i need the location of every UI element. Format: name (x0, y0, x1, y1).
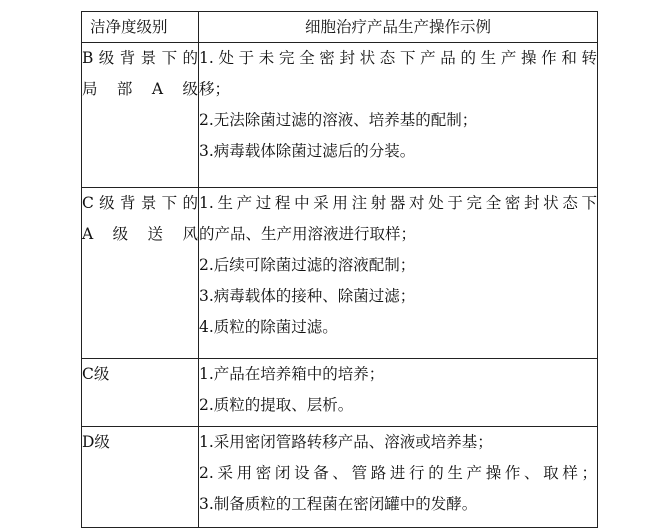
operation-line: 2.无法除菌过滤的溶液、培养基的配制； (199, 111, 478, 129)
operation-line: 3.病毒载体的接种、除菌过滤； (199, 287, 416, 305)
operation-line: 4.质粒的除菌过滤。 (199, 318, 338, 336)
grade-cell (82, 43, 199, 188)
operation-line: 1.采用密闭管路转移产品、溶液或培养基； (199, 433, 493, 451)
operations-cell (199, 427, 598, 528)
operation-line: 移； (199, 80, 231, 98)
operations-cell (199, 43, 598, 188)
grade-line: A级送风 (82, 225, 198, 243)
table-row (82, 427, 598, 528)
operation-line: 1.产品在培养箱中的培养； (199, 365, 385, 383)
grade-cell (82, 427, 199, 528)
grade-line: B级背景下的 (82, 49, 198, 67)
operation-line: 2.质粒的提取、层析。 (199, 396, 354, 414)
operation-line: 1.处于未完全密封状态下产品的生产操作和转 (199, 49, 597, 67)
grade-line: C级 (82, 365, 110, 383)
grade-line: D级 (82, 433, 110, 451)
cleanroom-operations-table (81, 11, 598, 528)
header-cleanliness-grade: 洁净度级别 (82, 12, 199, 43)
operation-line: 2.采用密闭设备、管路进行的生产操作、取样； (199, 464, 597, 482)
table-row (82, 43, 598, 188)
header-operation-examples: 细胞治疗产品生产操作示例 (199, 12, 598, 43)
operations-cell (199, 188, 598, 359)
operation-line: 3.病毒载体除菌过滤后的分装。 (199, 142, 416, 160)
grade-line: 局部A级 (82, 80, 198, 98)
operations-cell (199, 359, 598, 427)
grade-cell (82, 188, 199, 359)
operation-line: 的产品、生产用溶液进行取样； (199, 225, 417, 243)
table-row (82, 359, 598, 427)
operation-line: 1.生产过程中采用注射器对处于完全密封状态下 (199, 194, 597, 212)
table-header-row (82, 12, 598, 43)
grade-line: C级背景下的 (82, 194, 198, 212)
grade-cell (82, 359, 199, 427)
operation-line: 3.制备质粒的工程菌在密闭罐中的发酵。 (199, 495, 478, 513)
operation-line: 2.后续可除菌过滤的溶液配制； (199, 256, 416, 274)
table-row (82, 188, 598, 359)
